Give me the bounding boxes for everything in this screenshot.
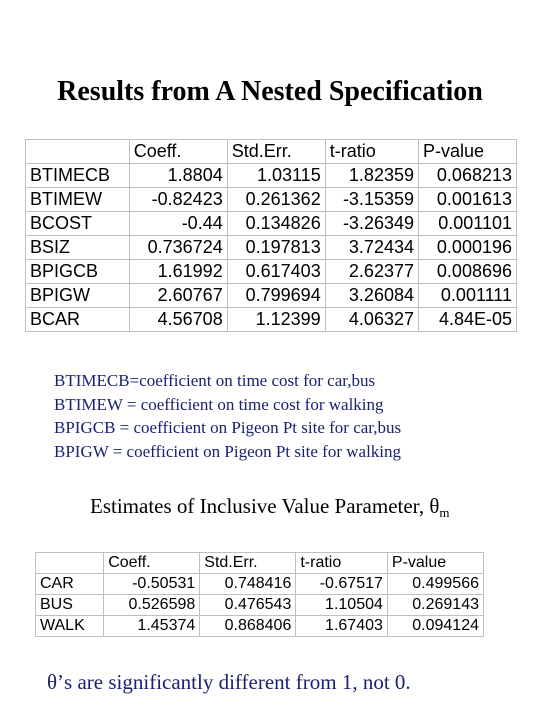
- table-row: [26, 284, 517, 308]
- table-row: [26, 308, 517, 332]
- column-header: [26, 140, 130, 164]
- table-cell: 0.868406: [200, 616, 296, 637]
- table-cell: 4.06327: [325, 308, 418, 332]
- row-label: BTIMEW: [26, 188, 130, 212]
- table-cell: 0.499566: [387, 574, 483, 595]
- row-label: BUS: [36, 595, 104, 616]
- table-cell: 0.001111: [419, 284, 517, 308]
- theta-subscript: m: [439, 505, 450, 520]
- table-row: [36, 574, 484, 595]
- table-cell: 0.617403: [227, 260, 325, 284]
- table-cell: -0.67517: [296, 574, 388, 595]
- table-cell: 0.094124: [387, 616, 483, 637]
- column-header: P-value: [419, 140, 517, 164]
- column-header: Coeff.: [104, 553, 200, 574]
- table-cell: 1.67403: [296, 616, 388, 637]
- table-cell: -3.26349: [325, 212, 418, 236]
- definition-bpigw: BPIGW = coefficient on Pigeon Pt site for walking: [54, 441, 402, 461]
- table-cell: 0.008696: [419, 260, 517, 284]
- table-cell: -3.15359: [325, 188, 418, 212]
- table-row: [26, 260, 517, 284]
- table-cell: 1.61992: [129, 260, 227, 284]
- table-cell: 1.8804: [129, 164, 227, 188]
- table-cell: 0.476543: [200, 595, 296, 616]
- table-cell: 0.799694: [227, 284, 325, 308]
- column-header: Std.Err.: [227, 140, 325, 164]
- table-cell: 0.736724: [129, 236, 227, 260]
- table-cell: 1.03115: [227, 164, 325, 188]
- definition-bpigcb: BPIGCB = coefficient on Pigeon Pt site for car,bus: [54, 418, 402, 437]
- conclusion-text: θ’s are significantly different from 1, not 0.: [47, 670, 411, 694]
- table-row: [26, 212, 517, 236]
- coefficient-definitions: [54, 369, 401, 463]
- inclusive-value-heading: [90, 494, 450, 521]
- table-cell: 0.261362: [227, 188, 325, 212]
- table-cell: -0.44: [129, 212, 227, 236]
- table-row: [36, 595, 484, 616]
- definition-btimew: BTIMEW = coefficient on time cost for walking: [54, 394, 384, 414]
- column-header: t-ratio: [296, 553, 388, 574]
- table-cell: 4.56708: [129, 308, 227, 332]
- table-cell: 0.748416: [200, 574, 296, 595]
- table-cell: 1.82359: [325, 164, 418, 188]
- table-cell: 2.62377: [325, 260, 418, 284]
- row-label: BTIMECB: [26, 164, 130, 188]
- table-cell: 0.000196: [419, 236, 517, 260]
- column-header: [36, 553, 104, 574]
- definition-btimecb: BTIMECB=coefficient on time cost for car,bus: [54, 371, 376, 390]
- table-cell: 0.526598: [104, 595, 200, 616]
- table-cell: 0.001101: [419, 212, 517, 236]
- table-cell: 0.269143: [387, 595, 483, 616]
- table-cell: 0.068213: [419, 164, 517, 188]
- table-cell: 1.10504: [296, 595, 388, 616]
- column-header: Coeff.: [129, 140, 227, 164]
- table-cell: 1.45374: [104, 616, 200, 637]
- table-cell: -0.82423: [129, 188, 227, 212]
- table-cell: 4.84E-05: [419, 308, 517, 332]
- column-header: t-ratio: [325, 140, 418, 164]
- table-cell: 0.197813: [227, 236, 325, 260]
- table-cell: -0.50531: [104, 574, 200, 595]
- table-cell: 3.72434: [325, 236, 418, 260]
- column-header: Std.Err.: [200, 553, 296, 574]
- table-row: [26, 236, 517, 260]
- row-label: CAR: [36, 574, 104, 595]
- inclusive-value-heading-text: Estimates of Inclusive Value Parameter, θ: [90, 494, 440, 518]
- header-row: [26, 140, 517, 164]
- column-header: P-value: [387, 553, 483, 574]
- table-row: [26, 164, 517, 188]
- row-label: BSIZ: [26, 236, 130, 260]
- table-cell: 1.12399: [227, 308, 325, 332]
- row-label: BCAR: [26, 308, 130, 332]
- inclusive-value-table: [35, 552, 484, 637]
- nested-results-table: [25, 139, 517, 332]
- table-cell: 0.001613: [419, 188, 517, 212]
- row-label: BPIGW: [26, 284, 130, 308]
- table-cell: 2.60767: [129, 284, 227, 308]
- table-cell: 3.26084: [325, 284, 418, 308]
- table-cell: 0.134826: [227, 212, 325, 236]
- row-label: BCOST: [26, 212, 130, 236]
- row-label: WALK: [36, 616, 104, 637]
- header-row: [36, 553, 484, 574]
- table-row: [36, 616, 484, 637]
- page-title: Results from A Nested Specification: [57, 76, 483, 107]
- table-row: [26, 188, 517, 212]
- row-label: BPIGCB: [26, 260, 130, 284]
